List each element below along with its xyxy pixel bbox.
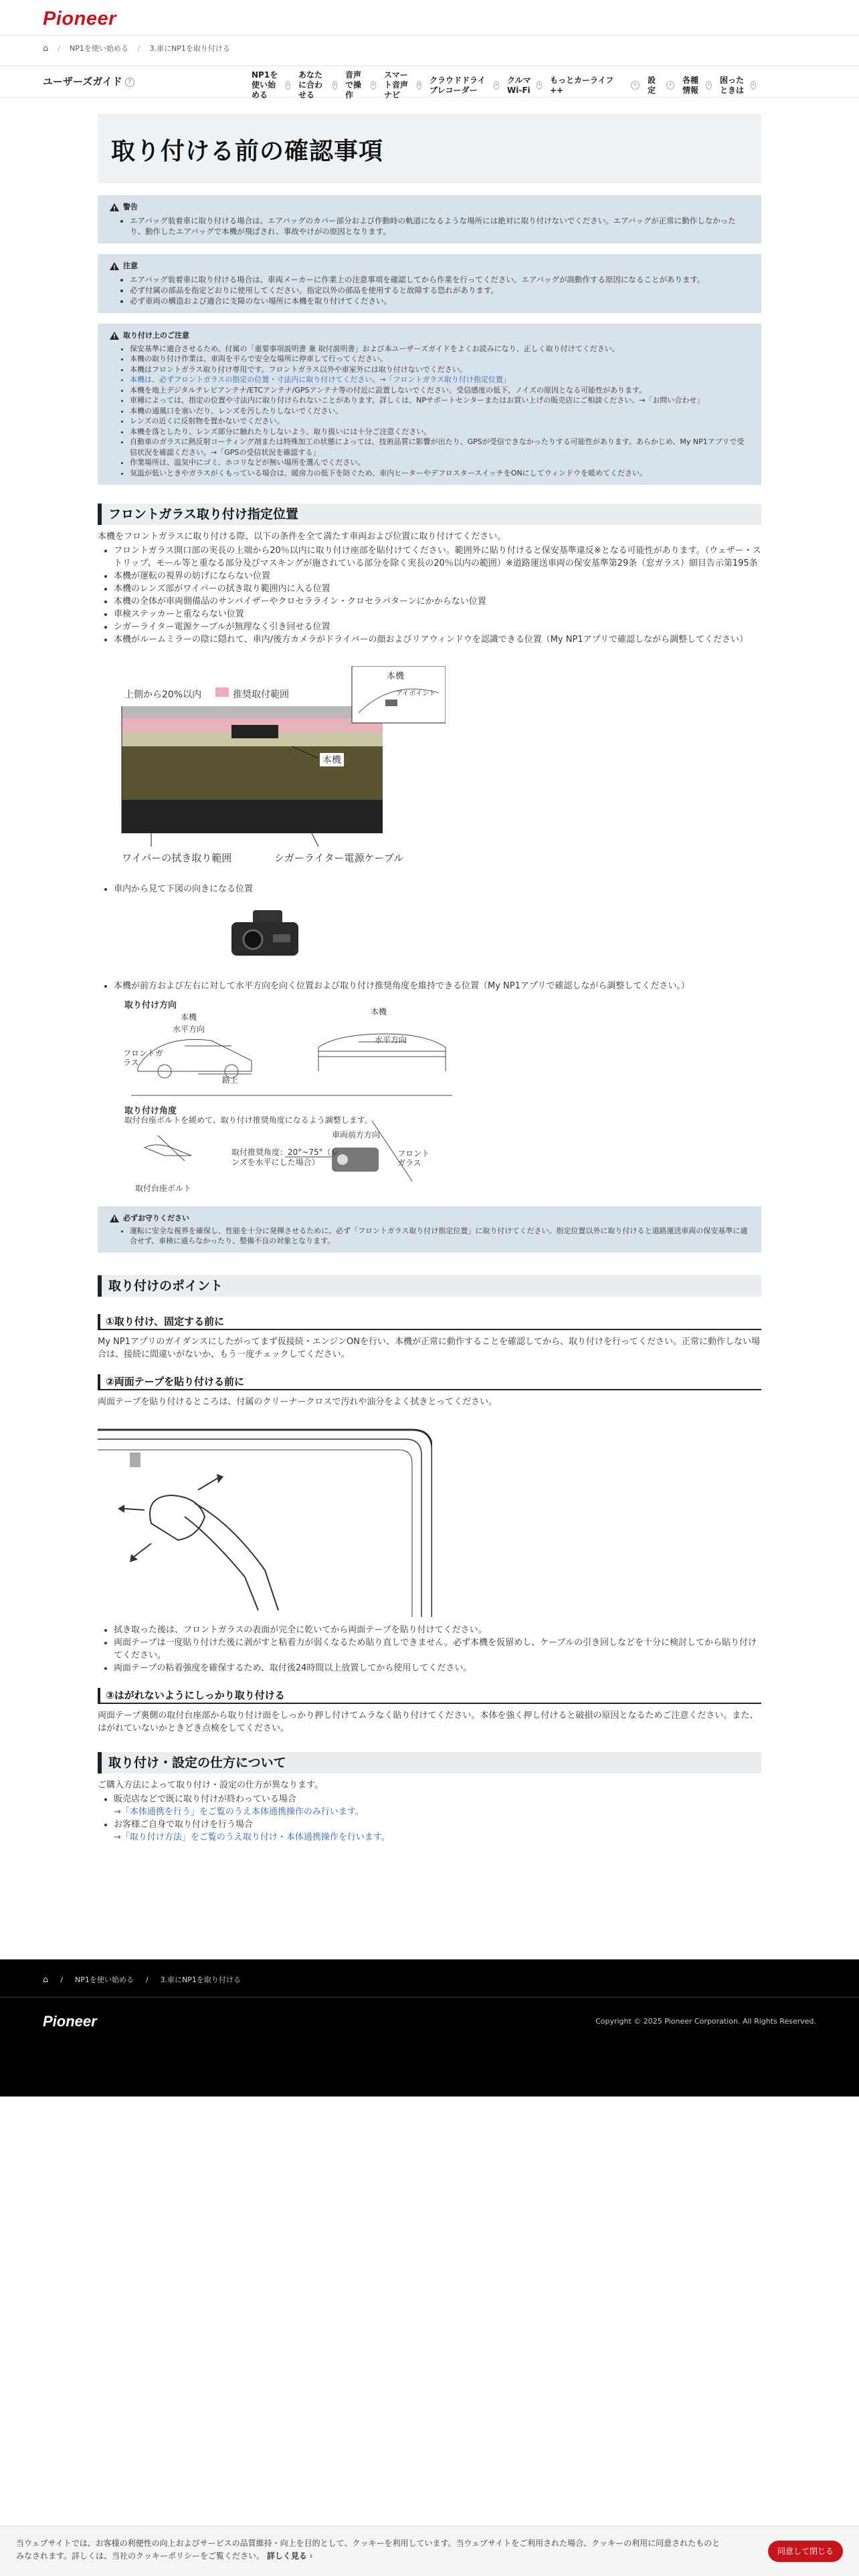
chevron-right-icon: › — [751, 81, 756, 90]
site-header — [0, 0, 859, 35]
warning-icon — [110, 203, 119, 211]
section-heading: フロントガラス取り付け指定位置 — [98, 504, 761, 525]
list-item: • 車種によっては、指定の位置や寸法内に取り付けられないことがあります。詳しくは、NPサポートセンターまたはお買い上げの販売店にご相談ください。→「お問い合わせ」 — [130, 395, 749, 406]
breadcrumb-current: 3.車にNP1を取り付ける — [149, 44, 230, 53]
figure-subtitle: 取り付け方向 — [124, 1000, 177, 1010]
figure-label: 本機 — [387, 671, 405, 681]
chevron-right-icon: › — [494, 81, 499, 90]
install-notes-title: 取り付け上のご注意 — [123, 331, 189, 340]
figure-label: 本機 — [371, 1007, 387, 1016]
caution-icon — [110, 262, 119, 270]
chevron-right-icon: › — [666, 81, 674, 90]
nav-item[interactable]: 困ったときは › — [720, 70, 756, 100]
caution-icon — [110, 332, 119, 340]
list-item[interactable]: • 本機は、必ずフロントガラスの指定の位置・寸法内に取り付けてください。→「フロントガラス取り付け指定位置」 — [130, 374, 749, 385]
list-item: • 本機のレンズ部がワイパーの拭き取り範囲内に入る位置 — [114, 582, 761, 595]
figure-label: シガーライター電源ケーブル — [274, 852, 404, 864]
pioneer-logo[interactable]: Pioneer — [43, 8, 116, 29]
paragraph: 両面テープを貼り付けるところは、付属のクリーナークロスで汚れや油分をよく拭きとってください。 — [98, 1397, 498, 1407]
guide-title[interactable]: ユーザーズガイド ? — [43, 74, 134, 88]
warning-title: 警告 — [123, 203, 138, 211]
list-item: • 両面テープの粘着強度を確保するため、取付後24時間以上放置してから使用してください。 — [114, 1662, 761, 1675]
section-heading: 取り付けのポイント — [98, 1275, 761, 1297]
cookie-banner — [0, 2526, 859, 2576]
figure-caption: 取付台座ボルトを緩めて、取り付け推奨角度になるよう調整します。 — [124, 1115, 373, 1125]
breadcrumb-separator: / — [58, 43, 60, 53]
caution-icon — [110, 1214, 119, 1222]
device-orientation-figure — [98, 902, 761, 969]
footer-logo[interactable]: Pioneer — [43, 2013, 97, 2030]
caution-title: 注意 — [123, 261, 138, 270]
list-item: • 販売店などで既に取り付けが終わっている場合 →「本体通携を行う」をご覧のうえ本体通携操作のみ行います。 — [114, 1793, 761, 1818]
list-item: • エアバッグ装着車に取り付ける場合は、エアバッグのカバー部分および作動時の軌道になるような場所には絶対に取り付けないでください。エアバッグが正常に動作しなかったり、動作したエアバッグで本機が飛ばされ、事故やけがの原因となります。 — [130, 215, 749, 237]
install-method-link[interactable]: →「取り付け方法」をご覧のうえ取り付け・本体通携操作を行います。 — [114, 1832, 390, 1842]
list-item: • 作業場所は、温気中にゴミ、ホコリなどが無い場所を選んでください。 — [130, 457, 749, 468]
breadcrumb — [43, 43, 230, 53]
figure-label: 取付台座ボルト — [135, 1184, 192, 1193]
nav-item[interactable]: スマート音声ナビ › — [384, 70, 421, 100]
home-icon[interactable]: ⌂ — [43, 1974, 49, 1985]
list-item: • 必ず付属の部品を指定どおりに使用してください。指定以外の部品を使用すると故障する恐れがあります。 — [130, 285, 749, 296]
footer-divider — [0, 1997, 859, 1998]
page-hero — [98, 114, 761, 183]
nav-item[interactable]: 設定 › — [648, 70, 674, 100]
figure-label: 水平方向 — [173, 1025, 205, 1034]
figure-label: フロントガラス — [397, 1149, 430, 1168]
chevron-right-icon: › — [706, 81, 712, 90]
figure-label: フロントガラス — [123, 1049, 163, 1067]
home-icon[interactable]: ⌂ — [43, 43, 49, 53]
list-item: • フロントガラス開口部の実長の上端から20％以内に取り付け座部を貼付けてください。範囲外に貼り付けると保安基準違反※となる可能性があります。（ウェザー・ストリップ、モール等と重なる部分及びマスキングが施されている部分を除く実長の20％以内の範囲）※道路運送車両の保安基準第29条（窓ガラス）細目告示第195条 — [114, 544, 761, 570]
chevron-right-icon: › — [417, 81, 421, 88]
list-item: • 車検ステッカーと重ならない位置 — [114, 608, 761, 621]
nav-item[interactable]: NP1を使い始める › — [252, 70, 290, 100]
subsection-heading: ③はがれないようにしっかり取り付ける — [98, 1688, 761, 1704]
cleaning-figure — [98, 1423, 761, 1617]
list-item: • 運転に安全な視界を確保し、性能を十分に発揮させるために、必ず「フロントガラス取り付け指定位置」に取り付けてください。指定位置以外に取り付けると道路運送車両の保安基準に適合せず、車検に通らなかったり、整備不良の対象となります。 — [130, 1226, 749, 1246]
help-icon: ? — [125, 78, 134, 87]
subsection-heading: ①取り付け、固定する前に — [98, 1314, 761, 1330]
install-notes-box — [98, 324, 761, 485]
direction-angle-figure — [98, 996, 761, 1201]
breadcrumb-separator: / — [137, 43, 140, 53]
breadcrumb-link[interactable]: NP1を使い始める — [69, 44, 128, 53]
figure-label: 推奨取付範囲 — [233, 689, 289, 700]
list-item: • 必ず車両の構造および適合に支障のない場所に本機を取り付けてください。 — [130, 296, 749, 306]
paragraph: ご購入方法によって取り付け・設定の仕方が異なります。 — [98, 1780, 323, 1790]
figure-label: 車両前方方向 — [332, 1130, 381, 1140]
nav-item[interactable]: クルマWi-Fi › — [507, 75, 541, 95]
list-item: • 車内から見て下図の向きになる位置 — [114, 883, 761, 895]
paragraph: 両面テープ裏側の取付台座部から取り付け面をしっかり押し付けてムラなく貼り付けてください。本体を強く押し付けると破損の原因となるためご注意ください。また、はがれていないかときどき点検をしてください。 — [98, 1711, 759, 1733]
cookie-accept-button[interactable]: 同意して閉じる — [768, 2541, 843, 2562]
figure-subtitle: 取り付け角度 — [124, 1106, 177, 1116]
chevron-right-icon: › — [372, 81, 375, 88]
nav-item[interactable]: 音声で操作 › — [345, 70, 375, 100]
figure-label: 取付推奨角度：20°~75°（レンズを水平にした場合） — [231, 1148, 339, 1167]
section-heading: 取り付け・設定の仕方について — [98, 1752, 761, 1774]
list-item: • 本機はフロントガラス取り付け専用です。フロントガラス以外や車室外には取り付けないでください。 — [130, 364, 749, 375]
chevron-right-icon: › — [631, 81, 640, 90]
list-item: • 本機を地上デジタルテレビアンテナ/ETCアンテナ/GPSアンテナ等の付近に設置しないでください。受信感度の低下、ノイズの原因となる可能性があります。 — [130, 385, 749, 396]
list-item: • 本機が前方および左右に対して水平方向を向く位置および取り付け推奨角度を維持できる位置（My NP1アプリで確認しながら調整してください。） — [114, 980, 761, 992]
list-item: • 自動車のガラスに熱反射コーティング剤または特殊加工の状態によっては、技術品質に影響が出たり、GPSが受信できなかったりする可能性があります。あらかじめ、My NP1アプリで受信状況を確認ください。→「GPSの受信状況を確認する」 — [130, 437, 749, 457]
figure-label: ワイパーの拭き取り範囲 — [122, 852, 232, 864]
list-item: • 本機の全体が車両側備品のサンバイザーやクロセラライン・クロセラパターンにかからない位置 — [114, 595, 761, 608]
nav-item[interactable]: あなたに合わせる › — [298, 70, 337, 100]
cookie-more-link[interactable]: 詳しく見る — [266, 2551, 307, 2561]
chevron-right-icon: › — [333, 81, 337, 88]
chevron-right-icon: › — [306, 2551, 313, 2561]
list-item: • 拭き取った後は、フロントガラスの表面が完全に乾いてから両面テープを貼り付けてください。 — [114, 1624, 761, 1636]
list-item: • 両面テープは一度貼り付けた後に剥がすと粘着力が弱くなるため貼り直しできません。必ず本機を仮留めし、ケーブルの引き回しなどを十分に検討してから貼り付けてください。 — [114, 1636, 761, 1662]
breadcrumb-link[interactable]: NP1を使い始める — [74, 1975, 134, 1984]
list-item: • エアバッグ装着車に取り付ける場合は、車両メーカーに作業上の注意事項を確認してから作業を行ってください。エアバッグが誤動作する原因になることがあります。 — [130, 274, 749, 285]
list-item: • 本機の通風口を塞いだり、レンズを汚したりしないでください。 — [130, 406, 749, 417]
footer-breadcrumb: ⌂ / NP1を使い始める / 3.車にNP1を取り付ける — [43, 1974, 241, 1985]
nav-item[interactable]: クラウドドライブレコーダー › — [430, 70, 499, 100]
chevron-right-icon: › — [538, 81, 541, 88]
breadcrumb-current: 3.車にNP1を取り付ける — [160, 1975, 241, 1984]
figure-label: 本機 — [320, 753, 344, 766]
list-item: • 気温が低いときやガラスがくもっている場合は、暖房力の低下を防ぐため、車内ヒーターやデフロスタースイッチをONにしてウィンドウを暖めてください。 — [130, 468, 749, 479]
list-item: • シガーライター電源ケーブルが無理なく引き回せる位置 — [114, 621, 761, 633]
list-item: • 本機がルームミラーの陰に隠れて、車内/後方カメラがドライバーの顔およびリアウィンドウを認識できる位置（My NP1アプリで確認しながら調整してください） — [114, 633, 761, 646]
list-item: • レンズの近くに反射物を置かないでください。 — [130, 416, 749, 427]
site-footer — [0, 1959, 859, 2097]
list-item: • お客様ご自身で取り付けを行う場合 →「取り付け方法」をご覧のうえ取り付け・本体通携操作を行います。 — [114, 1818, 761, 1844]
list-item: • 本機が運転の視界の妨げにならない位置 — [114, 570, 761, 582]
figure-label: 上側から20%以内 — [124, 689, 202, 700]
windshield-position-figure — [98, 666, 761, 873]
must-follow-box — [98, 1206, 761, 1253]
page-title: 取り付ける前の確認事項 — [111, 138, 384, 165]
copyright: Copyright © 2025 Pioneer Corporation. All Rights Reserved. — [595, 2017, 816, 2026]
list-item: • 保安基準に適合させるため、付属の「重要事項説明書 兼 取付説明書」および本ユーザーズガイドをよくお読みになり、正しく取り付けてください。 — [130, 344, 749, 354]
main-content — [98, 114, 761, 1844]
list-item: • 本機の取り付け作業は、車両を平らで安全な場所に停車して行ってください。 — [130, 354, 749, 364]
chevron-right-icon: › — [286, 81, 290, 88]
paragraph: 本機をフロントガラスに取り付ける際、以下の条件を全て満たす車両および位置に取り付けてください。 — [98, 532, 506, 542]
figure-label: アイポイント — [396, 690, 436, 697]
cookie-text: 当ウェブサイトでは、お客様の利便性の向上およびサービスの品質維持・向上を目的として、クッキーを利用しています。当ウェブサイトをご利用された場合、クッキーの利用に同意されたものとみなされます。詳しくは、当社のクッキーポリシーをご覧ください。 詳しく見る › — [16, 2539, 721, 2561]
caution-box — [98, 254, 761, 313]
subsection-heading: ②両面テープを貼り付ける前に — [98, 1374, 761, 1390]
must-title: 必ずお守りください — [123, 1214, 189, 1222]
setup-link[interactable]: →「本体通携を行う」をご覧のうえ本体通携操作のみ行います。 — [114, 1807, 364, 1817]
list-item: • 本機を落としたり、レンズ部分に触れたりしないよう、取り扱いには十分ご注意ください。 — [130, 427, 749, 437]
figure-label: 水平方向 — [375, 1035, 407, 1045]
warning-box — [98, 195, 761, 243]
guide-nav — [0, 66, 859, 98]
nav-item[interactable]: 各種情報 › — [682, 70, 712, 100]
figure-label: 本機 — [181, 1012, 197, 1022]
figure-label: 路上 — [222, 1075, 239, 1085]
paragraph: My NP1アプリのガイダンスにしたがってまず仮接続・エンジンONを行い、本機が正常に動作することを確認してから、取り付けを行ってください。正常に動作しない場合は、接続に間違いがないか、もう一度チェックしてください。 — [98, 1337, 761, 1360]
nav-item[interactable]: もっとカーライフ++ › — [550, 70, 640, 100]
